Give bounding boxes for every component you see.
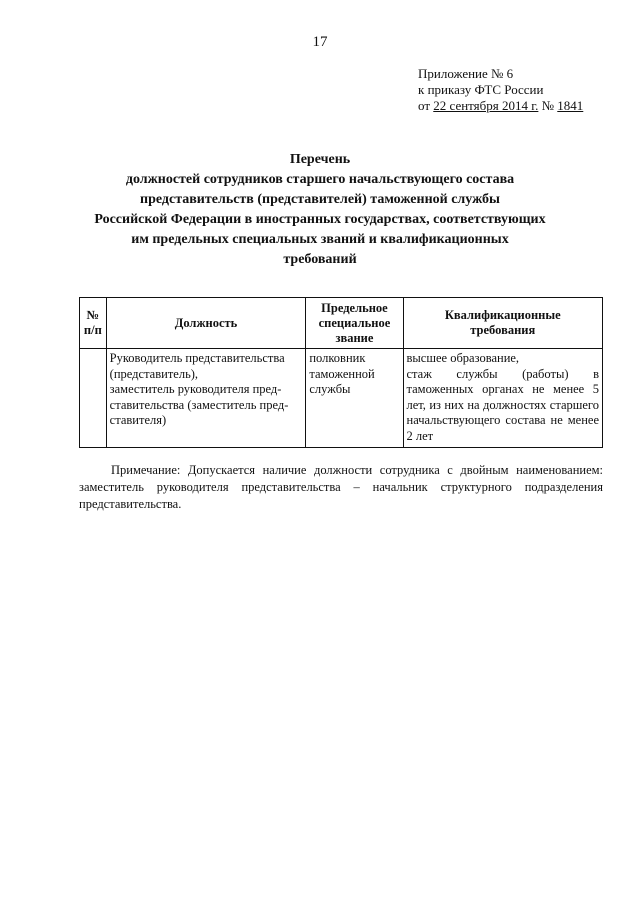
requirements-line-1: высшее образование, xyxy=(406,351,520,365)
header-rank-line-1: Предельное xyxy=(321,300,388,315)
appendix-line-2: к приказу ФТС России xyxy=(418,82,544,97)
header-number xyxy=(80,298,107,349)
title-line-2: должностей сотрудников старшего начальствующего состава xyxy=(125,172,515,187)
title-line-4: Российской Федерации в иностранных государствах, соответствующих xyxy=(94,212,546,227)
header-rank-line-3: звание xyxy=(335,330,374,345)
appendix-date-prefix: от xyxy=(418,98,434,113)
header-number-line-2: п/п xyxy=(83,323,102,337)
rank-line-1: полковник xyxy=(309,351,366,365)
cell-position xyxy=(106,349,306,448)
position-line-4: ставительства (заместитель пред- xyxy=(109,397,289,412)
appendix-line-3 xyxy=(418,98,583,114)
header-rank xyxy=(306,298,403,349)
rank-line-3: службы xyxy=(309,382,351,396)
appendix-number-prefix: № xyxy=(538,98,558,113)
header-position: Должность xyxy=(106,298,306,349)
appendix-number: 1841 xyxy=(557,98,584,113)
header-requirements-line-1: Квалификационные xyxy=(444,308,561,322)
title-line-5: им предельных специальных званий и квалификационных xyxy=(131,232,509,247)
title-line-1: Перечень xyxy=(289,152,351,167)
position-line-2: (представитель), xyxy=(109,366,199,381)
document-title xyxy=(60,150,580,270)
title-line-3: представительств (представителей) таможенной службы xyxy=(140,192,500,207)
header-rank-line-2: специальное xyxy=(318,315,391,330)
requirements-text: стаж службы (работы) в таможенных органах не менее 5 лет, из них на должностях старшего начальствующего состава не менее 2 лет xyxy=(406,366,599,443)
cell-number xyxy=(80,349,107,448)
table-header-row xyxy=(80,298,603,349)
rank-line-2: таможенной xyxy=(309,366,375,381)
title-line-6: требований xyxy=(283,252,357,267)
header-number-line-1: № xyxy=(86,308,100,322)
table-row xyxy=(80,349,603,448)
position-line-1: Руководитель представительства xyxy=(109,351,285,365)
appendix-line-1: Приложение № 6 xyxy=(418,66,514,81)
header-requirements xyxy=(403,298,603,349)
appendix-date: 22 сентября 2014 г. xyxy=(433,98,539,113)
position-line-3: заместитель руководителя пред- xyxy=(109,382,282,396)
header-requirements-line-2: требования xyxy=(470,323,536,337)
cell-requirements xyxy=(403,349,603,448)
footnote: Примечание: Допускается наличие должности сотрудника с двойным наименованием: заместитель руководителя представительства – начальник структурного подразделения представительства. xyxy=(79,463,603,511)
cell-rank xyxy=(306,349,403,448)
page-number: 17 xyxy=(312,34,328,50)
positions-table xyxy=(79,297,603,448)
appendix-header xyxy=(418,66,583,114)
position-line-5: ставителя) xyxy=(109,413,167,427)
